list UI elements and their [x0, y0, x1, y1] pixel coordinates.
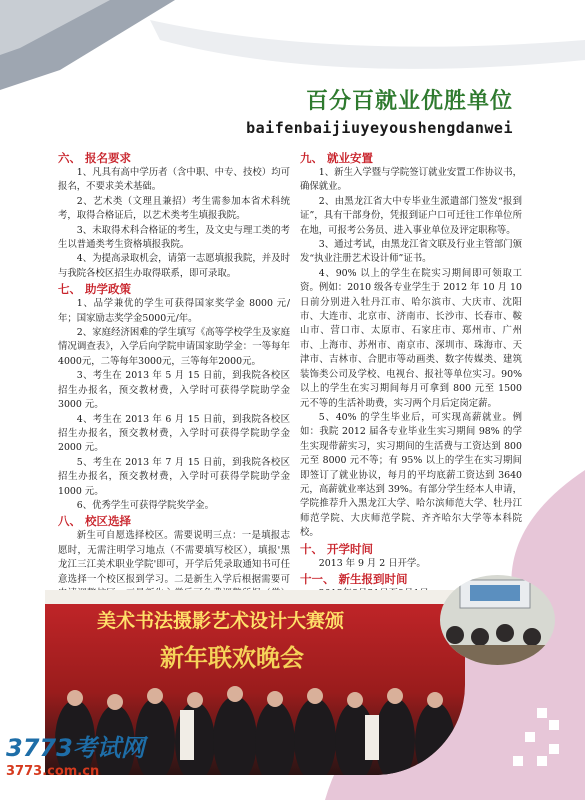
paragraph: 6、优秀学生可获得学院奖学金。 [76, 499, 215, 511]
section-heading: 九、 就业安置 [300, 151, 374, 165]
section-heading: 七、 助学政策 [58, 282, 132, 297]
page-header [246, 84, 513, 137]
section-heading: 六、 报名要求 [58, 151, 132, 165]
paragraph: 1、凡具有高中学历者（含中职、中专、技校）均可报名，不要求美术基础。 [58, 167, 290, 193]
paragraph: 3、未取得术科合格证的考生，及文史与理工类的考生以普通类考生资格填报我院。 [58, 224, 290, 251]
section-heading: 八、 校区选择 [58, 514, 132, 529]
paragraph: 1、品学兼优的学生可获得国家奖学金 8000 元/年；国家励志奖学金5000元/年。 [58, 298, 290, 324]
paragraph: 4、考生在 2013 年 6 月 15 日前，到我院各校区招生办报名，预交教材费，入学时可获得学院助学金 2000 元。 [58, 413, 290, 454]
paragraph: 5、考生在 2013 年 7 月 15 日前，到我院各校区招生办报名，预交教材费，入学时可获得学院助学金 1000 元。 [58, 456, 290, 497]
photo-banner-line2: 新年联欢晚会 [160, 644, 304, 672]
paragraph: 3、通过考试，由黑龙江省文联及行业主管部门颁发“执业注册艺术设计师”证书。 [300, 239, 522, 265]
classroom-photo-image [440, 575, 555, 665]
squares-decoration [487, 708, 567, 778]
watermark-logo: 3773考试网 [6, 734, 145, 762]
paragraph: 1、新生入学暨与学院签订就业安置工作协议书，确保就业。 [300, 167, 522, 193]
classroom-photo [440, 575, 555, 665]
watermark-url: 3773.com.cn [6, 764, 100, 779]
right-text-column [300, 150, 522, 601]
section-heading: 十一、 新生报到时间 [300, 571, 408, 586]
paragraph: 4、为提高录取机会，请第一志愿填报我院，并及时与我院各校区招生办取得联系，即可录取。 [58, 253, 290, 279]
paragraph: 2、艺术类（文理且兼招）考生需参加本省术科统考，取得合格证后，以艺术类考生填报我院。 [58, 195, 290, 222]
left-text-column [58, 150, 290, 616]
paragraph: 4、90% 以上的学生在院实习期间即可领取工资。例如：2010 级各专业学生于 2012 年 10 月 10 日前分别进入牡丹江市、哈尔滨市、大庆市、沈阳市、大连市、北京市、济南市、长沙市、长春市、鞍山市、营口市、太原市、石家庄市、郑州市、广州市、上海市、苏州市、南京市、深圳市、珠海市、天津市、吉林市、合肥市等动画类、数字传媒类、建筑装饰类公司及学校、电视台、报社等单位实习。90% 以上的学生在实习期间每月可拿到 800 元至 1500 元不等的生活补助费，实习两个月后定岗定薪。 [300, 267, 522, 409]
paragraph: 5、40% 的学生毕业后，可实现高薪就业。例如：我院 2012 届各专业毕业生实习期间 98% 的学生实现带薪实习，实习期间的生活费与工资达到 800 元至 8000 元不等；有 95% 以上的学生在实习期间即签订了就业协议，每月的平均底薪工资达到 3640 元，高薪就业率达到 39%。有部分学生经本人申请，学院推荐升入黑龙江大学、哈尔滨师范大学、牡丹江师范学院、大庆师范学院、齐齐哈尔大学等本科院校。 [300, 411, 522, 539]
paragraph: 2、由黑龙江省大中专毕业生派遣部门签发“报到证”，具有干部身份，凭报到证户口可迁往工作单位所在地，可报考公务员、进入事业单位及评定职称等。 [300, 195, 522, 236]
paragraph: 3、考生在 2013 年 5 月 15 日前，到我院各校区招生办报名，预交教材费，入学时可获得学院助学金 3000 元。 [58, 370, 290, 411]
photo-banner-line1: 美术书法摄影艺术设计大赛颁 [97, 610, 345, 632]
section-heading: 十、 开学时间 [300, 541, 374, 556]
page-title: 百分百就业优胜单位 [305, 89, 513, 114]
paragraph: 2013 年 9 月 2 日开学。 [318, 557, 426, 569]
paragraph: 2、家庭经济困难的学生填写《高等学校学生及家庭情况调查表》，入学后向学院申请国家助学金：一等每年4000元，二等每年3000元，三等每年2000元。 [58, 327, 290, 367]
page-title-pinyin: baifenbaijiuyeyoushengdanwei [246, 119, 513, 137]
paragraph: 新生可自愿选择校区。需要说明三点：一是填报志愿时，无需注明学习地点（不需要填写校区），填报'黑龙江三江美术职业学院'即可，开学后凭录取通知书可任意选择一个校区报到学习。二是新生入学后根据需要可 [58, 530, 290, 585]
